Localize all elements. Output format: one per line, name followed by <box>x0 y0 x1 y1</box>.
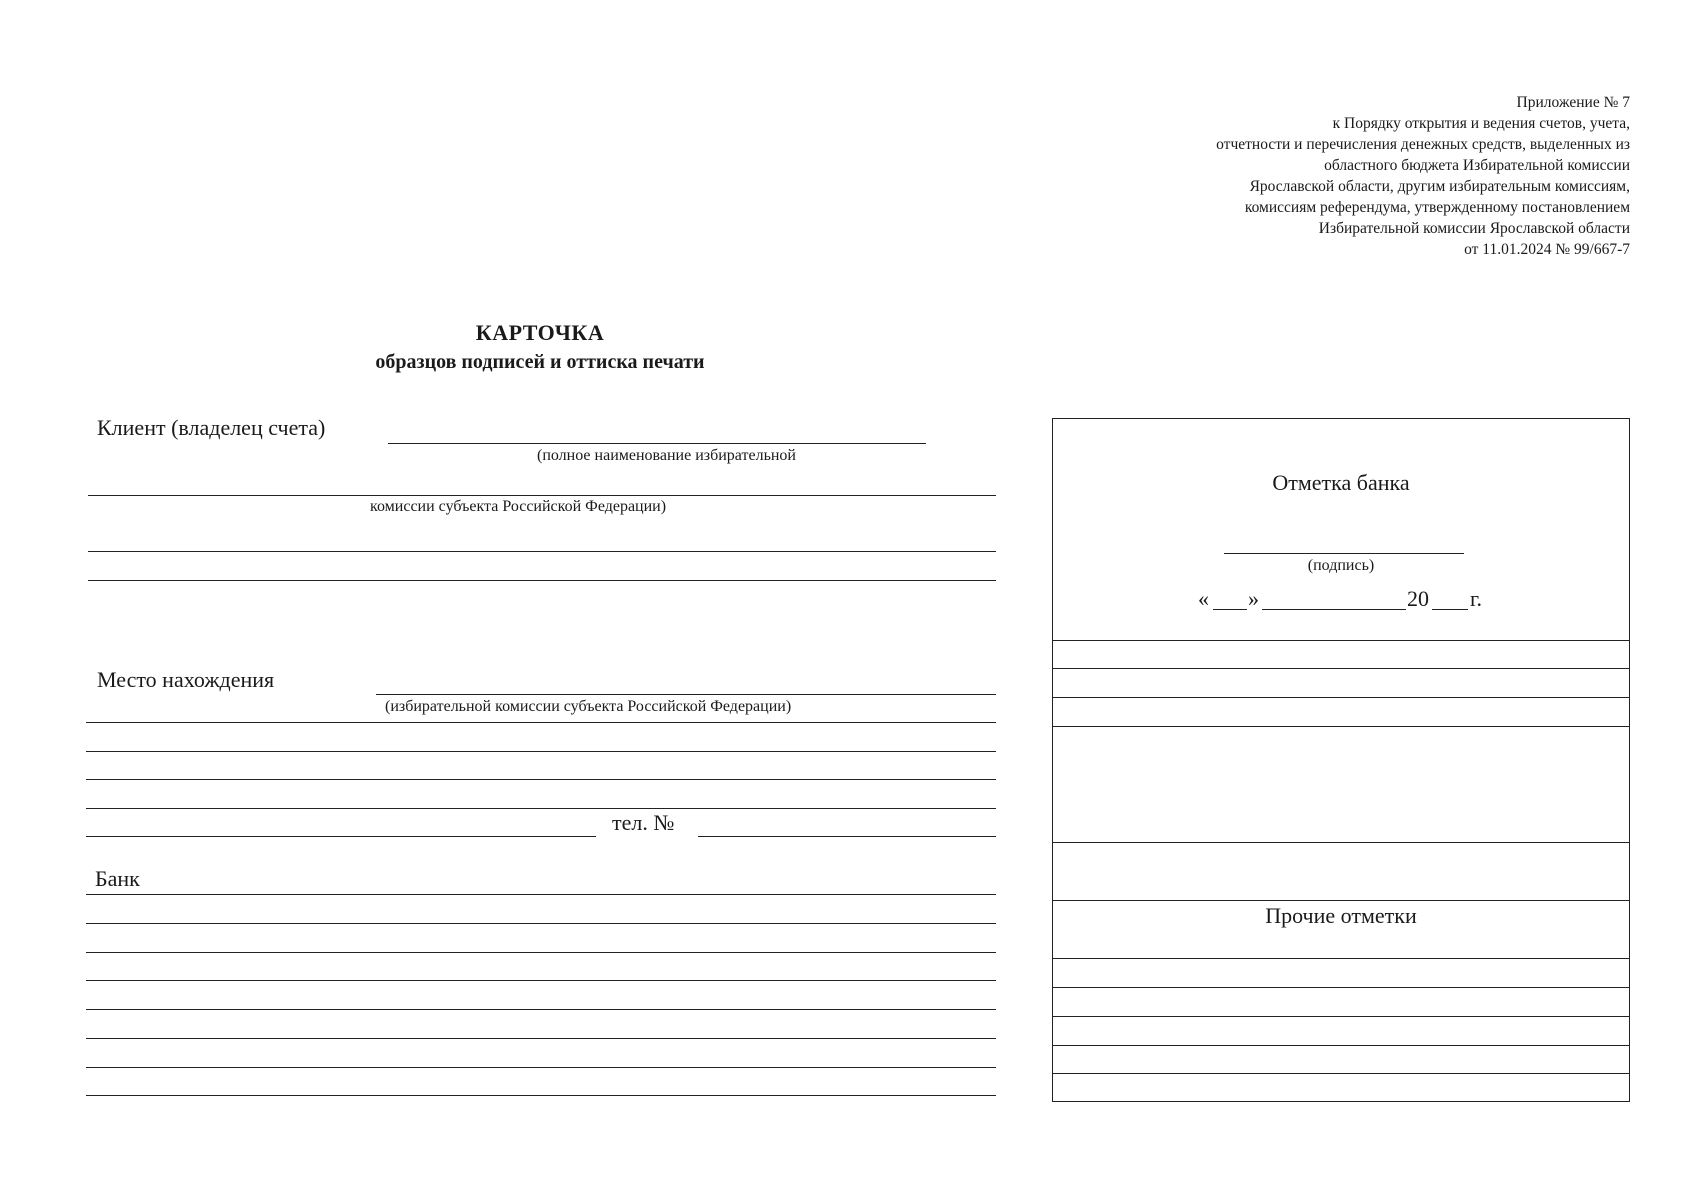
box-divider <box>1052 726 1630 727</box>
location-line[interactable] <box>86 779 996 780</box>
title-main: КАРТОЧКА <box>475 320 605 345</box>
date-year-suffix: г. <box>1470 586 1483 611</box>
box-divider <box>1052 842 1630 843</box>
annex-line: Избирательной комиссии Ярославской области <box>1318 220 1630 237</box>
bank-line[interactable] <box>86 894 996 895</box>
document-title <box>300 318 780 376</box>
bank-mark-title: Отметка банка <box>1272 470 1410 495</box>
bank-line[interactable] <box>86 1038 996 1039</box>
bank-line[interactable] <box>86 952 996 953</box>
date-close-quote: » <box>1248 586 1259 611</box>
client-hint-1: (полное наименование избирательной <box>537 447 796 464</box>
client-label: Клиент (владелец счета) <box>97 415 326 440</box>
client-extra-line[interactable] <box>88 580 996 581</box>
box-divider <box>1052 668 1630 669</box>
box-divider <box>1052 958 1630 959</box>
box-divider <box>1052 900 1630 901</box>
location-hint: (избирательной комиссии субъекта Российской Федерации) <box>385 698 792 715</box>
bank-mark-box <box>1052 418 1630 1102</box>
date-open-quote: « <box>1198 586 1209 611</box>
annex-line: отчетности и перечисления денежных средств, выделенных из <box>1216 136 1630 153</box>
location-line[interactable] <box>86 722 996 723</box>
client-name-line[interactable] <box>388 443 926 444</box>
annex-header <box>1060 92 1630 260</box>
box-divider <box>1052 1073 1630 1074</box>
location-line[interactable] <box>86 751 996 752</box>
box-divider <box>1052 640 1630 641</box>
other-marks-title: Прочие отметки <box>1265 903 1417 928</box>
location-label: Место нахождения <box>97 667 275 692</box>
location-line[interactable] <box>376 694 996 695</box>
annex-line: к Порядку открытия и ведения счетов, учета, <box>1332 115 1630 132</box>
client-hint-2: комиссии субъекта Российской Федерации) <box>370 498 667 515</box>
box-divider <box>1052 697 1630 698</box>
phone-label: тел. № <box>612 810 675 835</box>
location-line[interactable] <box>86 836 596 837</box>
annex-line: комиссиям референдума, утвержденному постановлением <box>1244 199 1630 216</box>
bank-line[interactable] <box>86 1009 996 1010</box>
bank-line[interactable] <box>86 1067 996 1068</box>
date-month-line[interactable] <box>1262 609 1406 610</box>
box-divider <box>1052 987 1630 988</box>
title-sub: образцов подписей и оттиска печати <box>375 351 705 373</box>
client-extra-line[interactable] <box>88 551 996 552</box>
box-divider <box>1052 1045 1630 1046</box>
date-year-line[interactable] <box>1432 609 1468 610</box>
annex-line: областного бюджета Избирательной комиссии <box>1324 157 1630 174</box>
phone-line[interactable] <box>698 836 996 837</box>
bank-label: Банк <box>95 866 140 891</box>
annex-line: от 11.01.2024 № 99/667-7 <box>1464 241 1630 258</box>
client-name-line-2[interactable] <box>88 495 996 496</box>
bank-line[interactable] <box>86 980 996 981</box>
date-day-line[interactable] <box>1213 609 1247 610</box>
annex-line: Ярославской области, другим избирательным комиссиям, <box>1249 178 1630 195</box>
signature-hint: (подпись) <box>1307 557 1375 574</box>
bank-line[interactable] <box>86 923 996 924</box>
bank-line[interactable] <box>86 1095 996 1096</box>
date-year-prefix: 20 <box>1407 586 1429 611</box>
annex-line: Приложение № 7 <box>1516 94 1630 111</box>
box-divider <box>1052 1016 1630 1017</box>
location-line[interactable] <box>86 808 996 809</box>
bank-signature-line[interactable] <box>1224 553 1464 554</box>
